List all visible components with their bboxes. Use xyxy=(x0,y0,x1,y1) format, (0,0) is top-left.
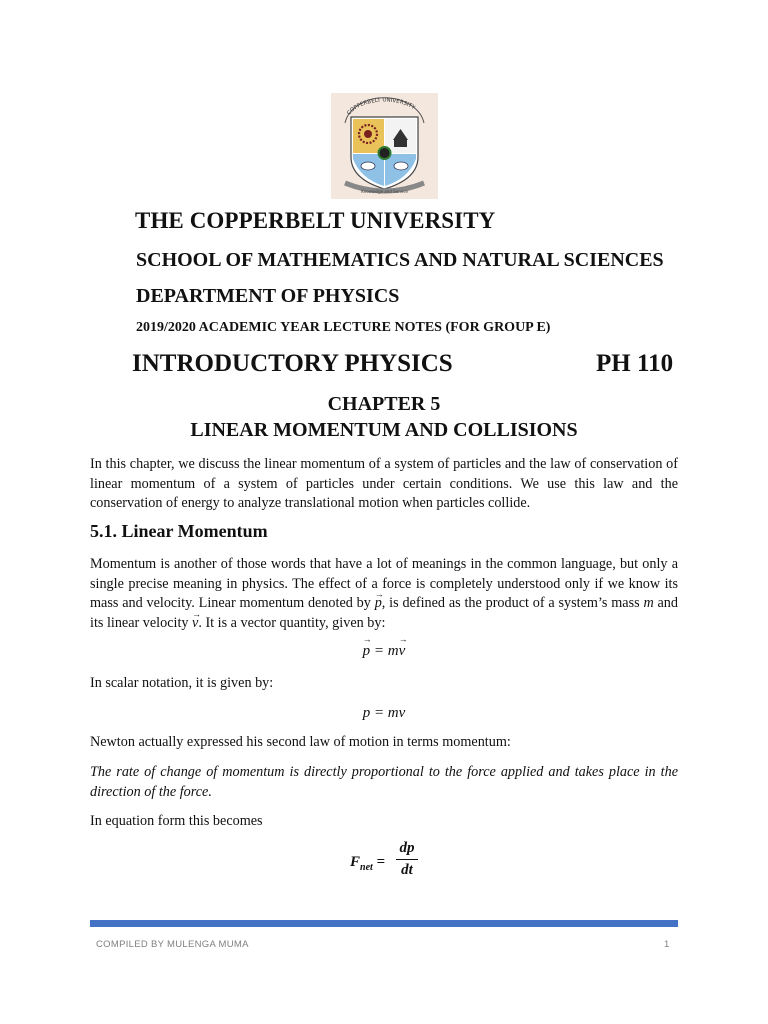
course-code: PH 110 xyxy=(596,350,674,377)
footer-compiler: COMPILED BY MULENGA MUMA xyxy=(96,939,249,950)
intro-paragraph: In this chapter, we discuss the linear momentum of a system of particles and the law of conservation of linear momentum of a system of particles under certain conditions. We use this law and the conservation of energy to analyze translational motion when particles collide. xyxy=(90,456,678,512)
svg-text:COPPERBELT UNIVERSITY xyxy=(346,98,416,117)
university-crest-logo xyxy=(331,93,438,199)
crest-motto: Knowledge and Service xyxy=(361,189,408,194)
p1-text-d: . It is a vector quantity, given by: xyxy=(198,614,386,631)
footer-rule xyxy=(90,920,678,927)
page-number: 1 xyxy=(664,939,670,950)
eq3-equals: = xyxy=(372,854,386,870)
section-heading: 5.1. Linear Momentum xyxy=(90,521,268,541)
eq3-subscript: net xyxy=(360,862,373,873)
p1-text-b: , is defined as the product of a system’s mass xyxy=(381,595,644,612)
chapter-number: CHAPTER 5 xyxy=(327,393,441,415)
department-name: DEPARTMENT OF PHYSICS xyxy=(136,285,400,307)
eq3-denominator: dt xyxy=(401,862,413,878)
chapter-title: LINEAR MOMENTUM AND COLLISIONS xyxy=(190,419,578,441)
school-name: SCHOOL OF MATHEMATICS AND NATURAL SCIENCES xyxy=(136,249,664,271)
newton-paragraph: Newton actually expressed his second law of motion in terms momentum: xyxy=(90,734,511,750)
scalar-momentum-equation: p = mv xyxy=(362,705,406,721)
eq3-f: F xyxy=(350,854,361,870)
p1-text-c: and its linear velocity xyxy=(90,595,678,631)
eq1-lhs: → p xyxy=(363,643,371,660)
eq1-rhs: → v xyxy=(399,643,406,660)
vector-momentum-equation xyxy=(0,643,768,660)
eq3-numerator: dp xyxy=(399,840,415,856)
fraction-bar xyxy=(396,859,418,860)
academic-year-line: 2019/2020 ACADEMIC YEAR LECTURE NOTES (FOR GROUP E) xyxy=(136,320,551,335)
p1-text-a: Momentum is another of those words that have a lot of meanings in the common language, but only a single precise meaning in physics. The effect of a force is completely understood only if we know its mass and velocity. Linear momentum denoted by xyxy=(90,556,678,612)
eq3-fraction xyxy=(396,840,418,879)
momentum-definition-paragraph xyxy=(90,555,678,633)
crest-arc-text: COPPERBELT UNIVERSITY xyxy=(346,97,416,117)
vector-v-symbol: → v xyxy=(192,614,198,634)
second-law-statement: The rate of change of momentum is directly proportional to the force applied and takes place in the direction of the force. xyxy=(90,764,678,800)
mass-symbol: m xyxy=(643,595,654,612)
eq1-mid: = m xyxy=(370,643,399,659)
university-name: THE COPPERBELT UNIVERSITY xyxy=(135,208,496,233)
eq3-lhs xyxy=(350,854,385,873)
vector-p-symbol: → p xyxy=(375,594,382,614)
equation-form-paragraph: In equation form this becomes xyxy=(90,813,263,829)
scalar-notation-paragraph: In scalar notation, it is given by: xyxy=(90,675,274,691)
course-title: INTRODUCTORY PHYSICS xyxy=(132,350,453,377)
crest-svg xyxy=(331,93,438,199)
